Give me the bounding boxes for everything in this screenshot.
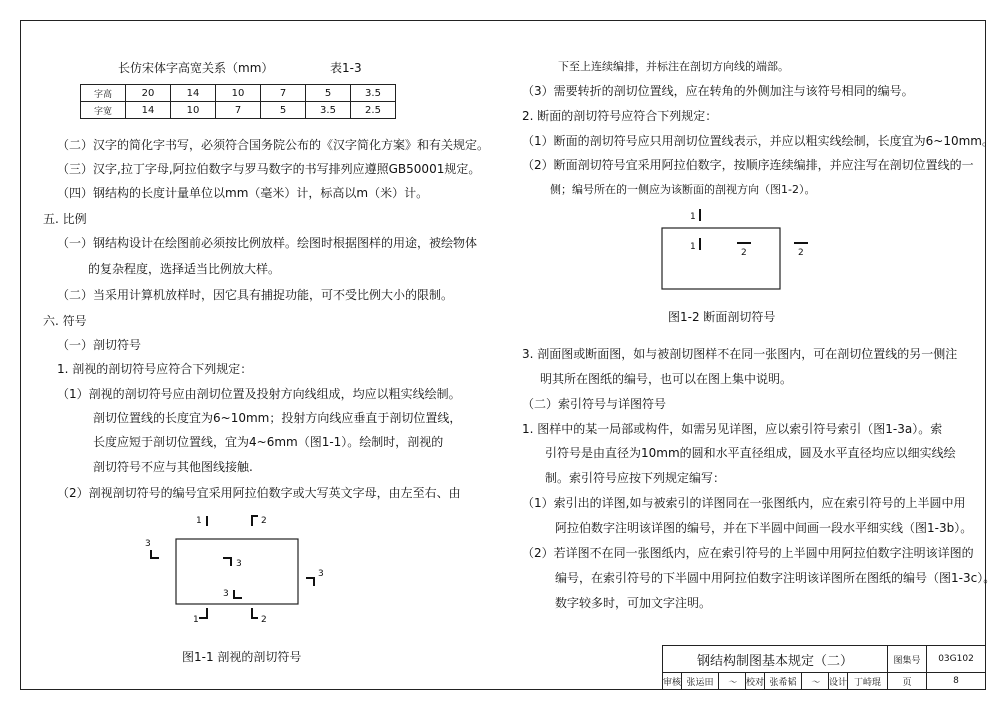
check-label: 校对 — [746, 673, 765, 690]
table-cell: 10 — [216, 85, 261, 102]
reviewer-name: 张运田 — [682, 673, 719, 690]
fig-label: 1 — [690, 242, 696, 252]
figure-caption: 图1-2 断面剖切符号 — [668, 310, 776, 324]
atlas-number: 03G102 — [927, 646, 986, 673]
fig-label: 1 — [690, 212, 696, 222]
table-cell: 14 — [126, 102, 171, 119]
page-label: 页 — [888, 673, 927, 690]
text-line: （2）剖视剖切符号的编号宜采用阿拉伯数字或大写英文字母，由左至右、由 — [57, 486, 461, 500]
text-line: 编号，在索引符号的下半圆中用阿拉伯数字注明该详图所在图纸的编号（图1-3c）。 — [555, 571, 996, 585]
text-line: 1. 图样中的某一局部或构件，如需另见详图，应以索引符号索引（图1-3a）。索 — [522, 422, 943, 436]
atlas-label: 图集号 — [888, 646, 927, 673]
fig-label: 3 — [223, 589, 229, 599]
text-line: 剖切位置线的长度宜为6~10mm；投射方向线应垂直于剖切位置线， — [93, 411, 462, 425]
text-line: （二）当采用计算机放样时，因它具有捕捉功能，可不受比例大小的限制。 — [57, 288, 454, 302]
table-number: 表1-3 — [330, 61, 362, 75]
text-line: （2）断面剖切符号宜采用阿拉伯数字，按顺序连续编排，并应注写在剖切位置线的一 — [522, 158, 974, 172]
text-line: 1. 剖视的剖切符号应符合下列规定： — [57, 362, 253, 376]
fig-label: 1 — [193, 615, 199, 625]
title-block — [662, 645, 986, 690]
table-cell: 7 — [216, 102, 261, 119]
text-line: 2. 断面的剖切符号应符合下列规定： — [522, 109, 718, 123]
fig-label: 3 — [145, 539, 151, 549]
page-number: 8 — [927, 673, 986, 690]
fig-label: 2 — [741, 248, 747, 258]
text-line: （2）若详图不在同一张图纸内，应在索引符号的上半圆中用阿拉伯数字注明该详图的 — [522, 546, 974, 560]
table-cell: 5 — [306, 85, 351, 102]
text-line: （1）断面的剖切符号应只用剖切位置线表示，并应以粗实线绘制，长度宜为6~10mm。 — [522, 134, 994, 148]
review-label: 审核 — [663, 673, 682, 690]
table-cell: 字高 — [81, 85, 126, 102]
text-line: （二）汉字的简化字书写，必须符合国务院公布的《汉字简化方案》和有关规定。 — [57, 138, 490, 152]
text-line: （1）剖视的剖切符号应由剖切位置及投射方向线组成，均应以粗实线绘制。 — [57, 387, 461, 401]
design-label: 设计 — [829, 673, 848, 690]
drawing-title: 钢结构制图基本规定（二） — [663, 646, 888, 673]
text-line: 长度应短于剖切位置线，宜为4~6mm（图1-1）。绘制时，剖视的 — [93, 435, 444, 449]
checker-name: 张希韬 — [765, 673, 802, 690]
section-heading: 五. 比例 — [43, 212, 87, 226]
text-line: 剖切符号不应与其他图线接触. — [93, 460, 253, 474]
subsection-heading: （一）剖切符号 — [57, 338, 142, 352]
figure-caption: 图1-1 剖视的剖切符号 — [182, 650, 302, 664]
text-line: 引符号是由直径为10mm的圆和水平直径组成，圆及水平直径均应以细实线绘 — [545, 446, 956, 460]
table-cell: 20 — [126, 85, 171, 102]
text-line: 阿拉伯数字注明该详图的编号，并在下半圆中间画一段水平细实线（图1-3b）。 — [555, 521, 973, 535]
text-line: 3. 剖面图或断面图，如与被剖切图样不在同一张图内，可在剖切位置线的另一侧注 — [522, 347, 958, 361]
table-cell: 3.5 — [351, 85, 396, 102]
table-cell: 3.5 — [306, 102, 351, 119]
fig-label: 2 — [261, 516, 267, 526]
fig-label: 2 — [261, 615, 267, 625]
subsection-heading: （二）索引符号与详图符号 — [522, 397, 667, 411]
text-line: （一）钢结构设计在绘图前必须按比例放样。绘图时根据图样的用途，被绘物体 — [57, 236, 478, 250]
text-line: 的复杂程度，选择适当比例放大样。 — [88, 262, 281, 276]
table-cell: 10 — [171, 102, 216, 119]
fig-label: 1 — [196, 516, 202, 526]
text-line: 明其所在图纸的编号，也可以在图上集中说明。 — [540, 372, 793, 386]
table-cell: 14 — [171, 85, 216, 102]
section-heading: 六. 符号 — [43, 314, 87, 328]
fig-label: 2 — [798, 248, 804, 258]
signature: 〜 — [802, 673, 829, 690]
text-line: （四）钢结构的长度计量单位以mm（毫米）计，标高以m（米）计。 — [57, 186, 429, 200]
table-cell: 字宽 — [81, 102, 126, 119]
text-line: 制。索引符号应按下列规定编写： — [545, 471, 726, 485]
text-line: （1）索引出的详图,如与被索引的详图同在一张图纸内，应在索引符号的上半圆中用 — [522, 496, 966, 510]
designer-name: 丁峙琨 — [848, 673, 888, 690]
table-cell: 5 — [261, 102, 306, 119]
table-title: 长仿宋体字高宽关系（mm） — [118, 61, 274, 75]
fig-label: 3 — [318, 569, 324, 579]
fig-label: 3 — [236, 559, 242, 569]
text-line: 下至上连续编排，并标注在剖切方向线的端部。 — [558, 60, 789, 73]
text-line: 数字较多时，可加文字注明。 — [555, 596, 712, 610]
table-cell: 2.5 — [351, 102, 396, 119]
text-line: （三）汉字,拉丁字母,阿拉伯数字与罗马数字的书写排列应遵照GB50001规定。 — [57, 162, 481, 176]
text-line: 侧；编号所在的一侧应为该断面的剖视方向（图1-2）。 — [550, 183, 816, 196]
table-cell: 7 — [261, 85, 306, 102]
text-line: （3）需要转折的剖切位置线，应在转角的外侧加注与该符号相同的编号。 — [522, 84, 914, 98]
signature: 〜 — [719, 673, 746, 690]
